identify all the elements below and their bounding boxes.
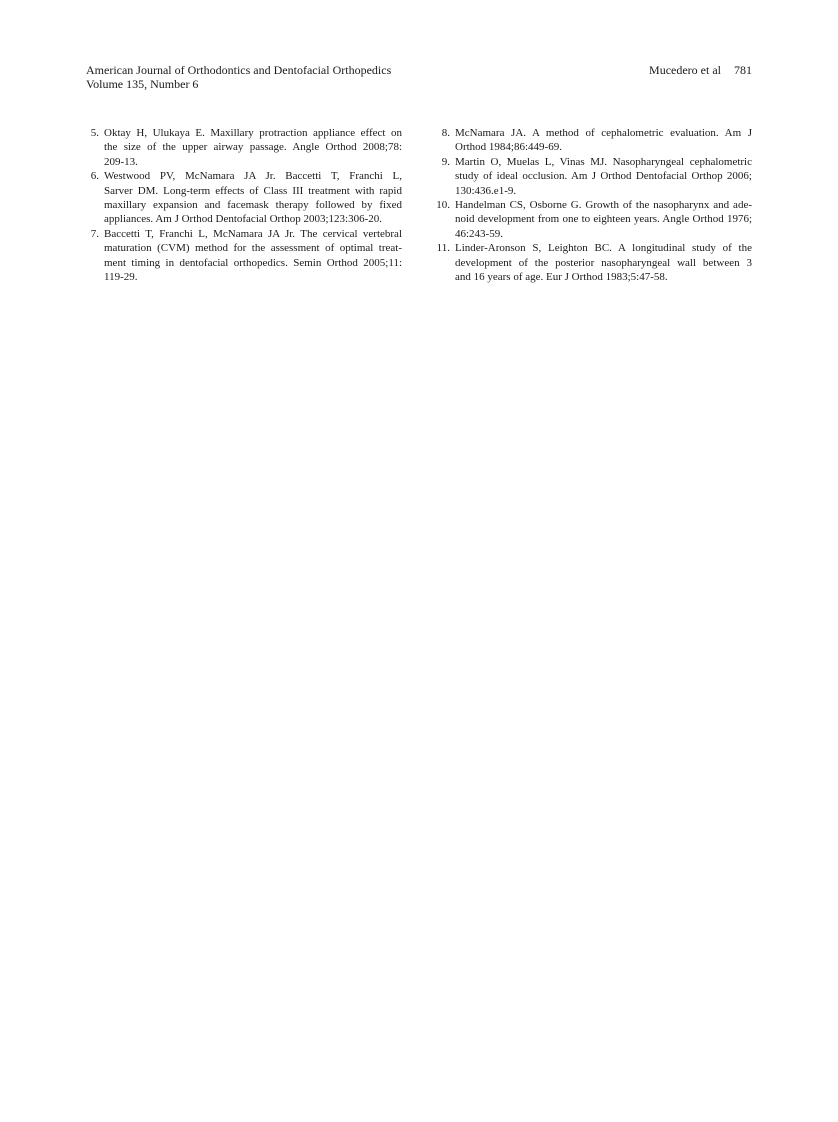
reference-number: 10. <box>436 199 450 212</box>
reference-line: Baccetti T, Franchi L, McNamara JA Jr. The cervical vertebral <box>104 227 402 240</box>
reference-line: maxillary expansion and facemask therapy followed by fixed <box>104 199 402 212</box>
page-number: 781 <box>734 63 752 77</box>
reference-line: McNamara JA. A method of cephalometric evaluation. Am J <box>455 127 752 139</box>
reference-line: Westwood PV, McNamara JA Jr. Baccetti T, Franchi L, <box>104 170 402 183</box>
reference-item <box>436 241 752 284</box>
reference-column-right <box>436 126 752 284</box>
journal-title: American Journal of Orthodontics and Dentofacial Orthopedics <box>86 63 392 77</box>
reference-line: 46:243-59. <box>455 227 503 240</box>
reference-line: Martin O, Muelas L, Vinas MJ. Nasopharyngeal cephalometric <box>455 155 752 168</box>
reference-line: 130:436.e1-9. <box>455 184 517 197</box>
reference-item <box>441 155 752 198</box>
reference-line: study of ideal occlusion. Am J Orthod Dentofacial Orthop 2006; <box>455 170 752 183</box>
reference-number: 6. <box>90 170 99 183</box>
reference-item <box>441 126 752 155</box>
reference-line: Linder-Aronson S, Leighton BC. A longitudinal study of the <box>455 242 752 255</box>
reference-line: 119-29. <box>104 271 138 284</box>
reference-number: 5. <box>90 127 99 139</box>
reference-line: maturation (CVM) method for the assessment of optimal treat- <box>104 242 402 255</box>
reference-item <box>90 227 402 285</box>
reference-number: 9. <box>441 155 450 168</box>
reference-item <box>90 126 402 169</box>
reference-item <box>90 169 402 227</box>
header-authors: Mucedero et al <box>649 63 721 77</box>
reference-column-left <box>90 126 402 284</box>
reference-line: appliances. Am J Orthod Dentofacial Orthop 2003;123:306-20. <box>104 213 383 226</box>
running-header-left <box>86 63 391 91</box>
reference-line: the size of the upper airway passage. Angle Orthod 2008;78: <box>104 141 402 154</box>
reference-number: 11. <box>436 242 450 255</box>
reference-line: Orthod 1984;86:449-69. <box>455 141 562 154</box>
reference-line: Oktay H, Ulukaya E. Maxillary protraction appliance effect on <box>104 127 402 139</box>
reference-line: Sarver DM. Long-term effects of Class III treatment with rapid <box>104 184 402 197</box>
volume-number: Volume 135, Number 6 <box>86 77 199 91</box>
reference-number: 8. <box>441 127 450 139</box>
reference-line: and 16 years of age. Eur J Orthod 1983;5:47-58. <box>455 271 668 284</box>
reference-line: ment timing in dentofacial orthopedics. Semin Orthod 2005;11: <box>104 256 402 269</box>
reference-line: 209-13. <box>104 155 138 168</box>
reference-line: Handelman CS, Osborne G. Growth of the nasopharynx and ade- <box>455 199 752 212</box>
reference-item <box>436 198 752 241</box>
reference-number: 7. <box>90 227 99 240</box>
running-header-right <box>649 63 752 77</box>
reference-line: noid development from one to eighteen years. Angle Orthod 1976; <box>455 213 752 226</box>
reference-line: development of the posterior nasopharyngeal wall between 3 <box>455 256 752 269</box>
